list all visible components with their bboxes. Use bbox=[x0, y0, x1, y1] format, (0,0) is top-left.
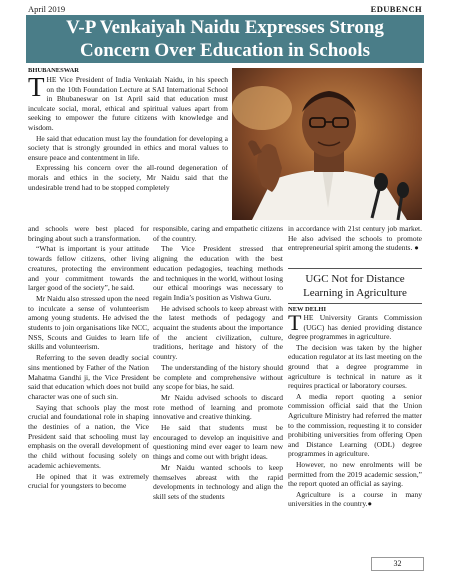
dropcap: T bbox=[28, 72, 45, 102]
paragraph: Saying that schools play the most crucial and foundational role in shaping the destinies of a nation, the Vice President said that schooling must lay emphasis on the overall development of the child without focusing solely on academic achievements. bbox=[28, 402, 149, 470]
paragraph: and schools were best placed for bringing about such a transformation. bbox=[28, 224, 149, 243]
article-column-1 bbox=[28, 224, 149, 492]
headline-banner bbox=[26, 15, 424, 63]
sidebar-title: UGC Not for Distance Learning in Agriculture bbox=[303, 273, 407, 299]
paragraph: The Vice President stressed that aligning the education with the best education pedagogies, teaching methods and techniques in the world, without losing our ethical moorings was necessary to regain India’s position as Vishwa Guru. bbox=[153, 244, 283, 302]
paragraph: However, no new enrolments will be permitted from the 2019 academic session,” the report quoted an official as saying. bbox=[288, 459, 422, 489]
paragraph: The decision was taken by the higher education regulator at its last meeting on the ground that a degree programme in agriculture is technical in nature as it requires practical or laboratory courses. bbox=[288, 342, 422, 391]
paragraph: A media report quoting a senior commission official said that the Union Agriculture Ministry had referred the matter to the commission, requesting it to consider prohibiting universities from offering Open and Distance Learning (ODL) degree programmes in agriculture. bbox=[288, 391, 422, 459]
paragraph: He opined that it was extremely crucial for youngsters to become bbox=[28, 471, 149, 491]
portrait-illustration bbox=[232, 68, 422, 220]
divider bbox=[288, 268, 422, 269]
paragraph: He said that students must be encouraged to develop an inquisitive and questioning mind ever eager to learn new things and come out with bright ideas. bbox=[153, 423, 283, 462]
sidebar-body bbox=[288, 310, 422, 509]
sidebar-dateline: NEW DELHI bbox=[288, 306, 326, 313]
page-header bbox=[28, 4, 422, 15]
paragraph: in accordance with 21st century job market. He also advised the schools to promote entrepreneurial spirit among the students. ● bbox=[288, 224, 422, 253]
lead-paragraph: THE Vice President of India Venkaiah Naidu, in his speech on the 10th Foundation Lecture at SAI International School in Bhubaneswar on 1st April said that education must inculcate social, moral, ethical and spiritual values apart from seeking to empower the future citizens with knowledge and wisdom. bbox=[28, 72, 228, 132]
paragraph: He advised schools to keep abreast with the latest methods of pedagogy and acquaint the students about the importance of the ancient civilization, culture, traditions, heritage and history of the country. bbox=[153, 303, 283, 362]
issue-date: April 2019 bbox=[28, 4, 66, 14]
article-column-3 bbox=[288, 224, 422, 254]
publication-name: EDUBENCH bbox=[370, 4, 422, 14]
divider bbox=[288, 303, 422, 304]
ugc-news-box bbox=[288, 268, 422, 510]
paragraph: Mr Naidu also stressed upon the need to inculcate a sense of volunteerism among young students. He advised the students to join organisations like NCC, NSS, Scouts and Guides to learn life skills and volunteerism. bbox=[28, 293, 149, 352]
paragraph: Mr Naidu wanted schools to keep themselves abreast with the rapid developments in technology and align the skill sets of the students bbox=[153, 462, 283, 501]
lead-paragraph: Expressing his concern over the all-round degeneration of morals and ethics in the society, Mr Naidu said that the undesirable trend had to be stopped completely bbox=[28, 163, 228, 192]
article-column-2 bbox=[153, 224, 283, 503]
paragraph: responsible, caring and empathetic citizens of the country. bbox=[153, 224, 283, 243]
headline-line-1: V-P Venkaiyah Naidu Expresses Strong bbox=[66, 17, 384, 38]
paragraph: Referring to the seven deadly social sins mentioned by Father of the Nation Mahatma Gandhi ji, the Vice President said that education which does not build character was one of such sin. bbox=[28, 353, 149, 401]
dropcap: T bbox=[288, 310, 302, 335]
paragraph: THE University Grants Commission (UGC) has denied providing distance degree programmes in agriculture. bbox=[288, 310, 422, 342]
paragraph: The understanding of the history should be complete and comprehensive without any scope for bias, he said. bbox=[153, 362, 283, 392]
article-lead bbox=[28, 72, 228, 193]
vice-president-photo bbox=[232, 68, 422, 220]
paragraph: Mr Naidu advised schools to discard rote method of learning and promote innovative and creative thinking. bbox=[153, 392, 283, 422]
article-dateline: BHUBANESWAR bbox=[28, 67, 79, 74]
paragraph: Agriculture is a course in many universities in the country.● bbox=[288, 489, 422, 509]
paragraph: “What is important is your attitude towards fellow citizens, other living creatures, protecting the environment and your commitment towards the larger good of the society”, he said. bbox=[28, 244, 149, 293]
page-number: 32 bbox=[371, 557, 424, 571]
headline-line-2: Concern Over Education in Schools bbox=[80, 40, 370, 61]
lead-paragraph: He said that education must lay the foundation for developing a society that is strongly grounded in ethics and moral values to ensure peace and contentment in life. bbox=[28, 133, 228, 162]
